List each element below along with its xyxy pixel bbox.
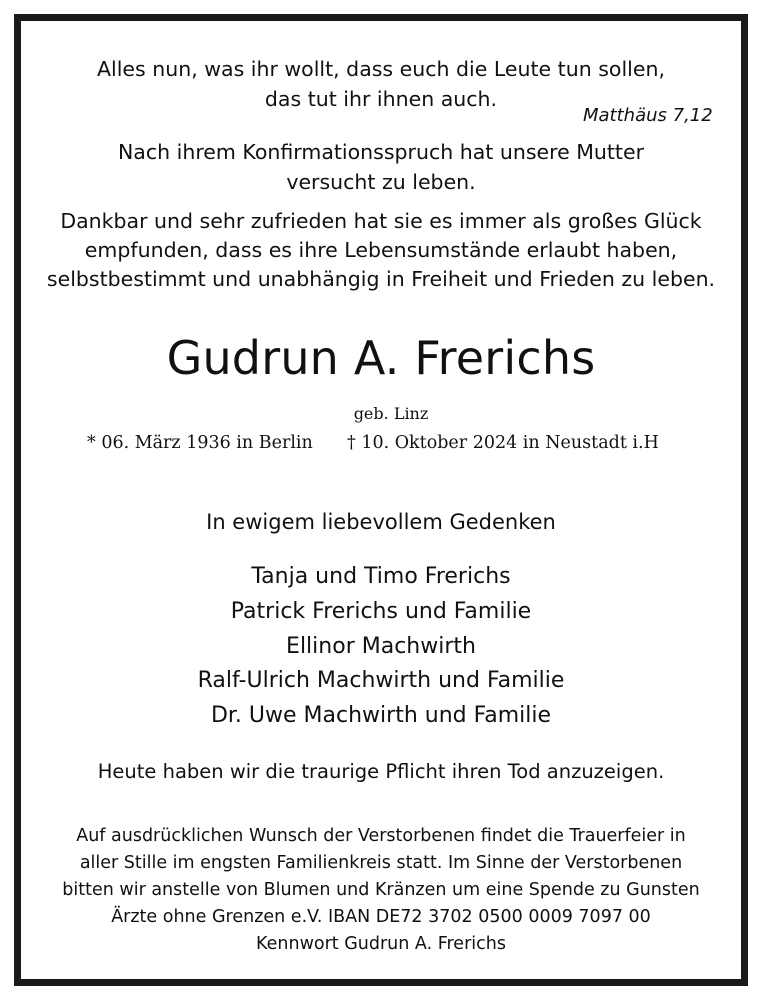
obituary-frame (14, 14, 748, 986)
funeral-line: bitten wir anstelle von Blumen und Kränzen um eine Spende zu Gunsten (62, 880, 700, 900)
birth-name: geb. Linz (353, 404, 429, 423)
gratitude-line-2: empfunden, dass es ihre Lebensumstände erlaubt haben, (84, 238, 678, 262)
bible-reference: Matthäus 7,12 (583, 105, 713, 126)
intro-line-1: Nach ihrem Konfirmationsspruch hat unsere Mutter (117, 140, 645, 164)
mourner-item: Ellinor Machwirth (286, 634, 476, 659)
intro-line-2: versucht zu leben. (286, 170, 476, 194)
mourner-item: Patrick Frerichs und Familie (230, 599, 532, 624)
motto-line-1: Alles nun, was ihr wollt, dass euch die Leute tun sollen, (97, 57, 665, 81)
funeral-line: Auf ausdrücklichen Wunsch der Verstorbenen findet die Trauerfeier in (76, 826, 686, 846)
mourner-item: Ralf-Ulrich Machwirth und Familie (197, 668, 565, 693)
memorial-heading: In ewigem liebevollem Gedenken (206, 510, 556, 534)
birth-date: * 06. März 1936 in Berlin (87, 433, 313, 453)
death-date: † 10. Oktober 2024 in Neustadt i.H (347, 433, 659, 453)
motto-line-2: das tut ihr ihnen auch. (264, 87, 498, 111)
gratitude-line-3: selbstbestimmt und unabhängig in Freiheit und Frieden zu leben. (46, 267, 716, 291)
mourner-item: Dr. Uwe Machwirth und Familie (210, 703, 552, 728)
funeral-line: Kennwort Gudrun A. Frerichs (256, 934, 506, 954)
funeral-line: Ärzte ohne Grenzen e.V. IBAN DE72 3702 0500 0009 7097 00 (111, 907, 651, 927)
gratitude-line-1: Dankbar und sehr zufrieden hat sie es immer als großes Glück (60, 209, 702, 233)
mourner-item: Tanja und Timo Frerichs (251, 564, 511, 589)
death-notice: Heute haben wir die traurige Pflicht ihren Tod anzuzeigen. (97, 760, 665, 783)
funeral-line: aller Stille im engsten Familienkreis statt. Im Sinne der Verstorbenen (79, 853, 683, 873)
deceased-name: Gudrun A. Frerichs (166, 331, 596, 385)
